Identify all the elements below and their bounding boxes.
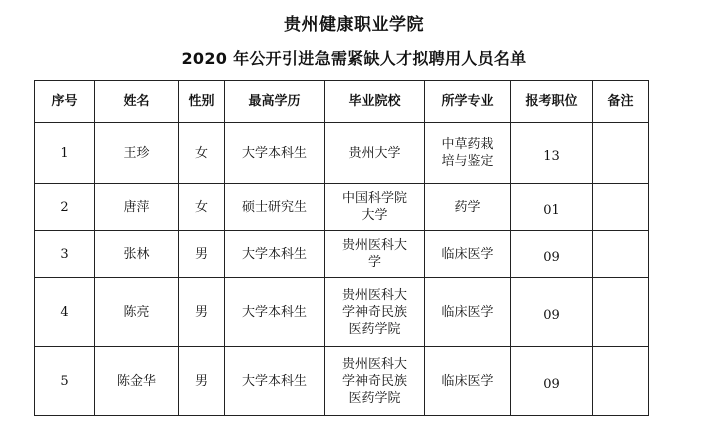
cell-school-line: 学神奇民族 [341,304,407,320]
cell-position: 09 [511,347,593,416]
header-position: 报考职位 [511,81,593,123]
cell-school-line: 医药学院 [348,390,401,406]
cell-note [593,184,649,231]
cell-gender: 女 [179,184,225,231]
cell-no: 5 [35,347,95,416]
cell-major-line: 临床医学 [441,246,494,262]
header-no: 序号 [35,81,95,123]
cell-note [593,347,649,416]
cell-name: 王珍 [95,123,179,184]
cell-major [425,184,511,231]
header-major: 所学专业 [425,81,511,123]
cell-note [593,278,649,347]
cell-major-line: 培与鉴定 [441,154,494,169]
cell-degree: 大学本科生 [225,231,325,278]
cell-school-line: 大学 [361,208,388,223]
cell-major-line: 临床医学 [441,373,494,389]
header-note: 备注 [593,81,649,123]
cell-school-line: 学神奇民族 [341,373,407,389]
cell-note [593,231,649,278]
cell-major [425,231,511,278]
cell-major-line: 临床医学 [441,304,494,320]
cell-gender: 男 [179,347,225,416]
document-subtitle: 2020 年公开引进急需紧缺人才拟聘用人员名单 [181,49,527,68]
candidate-table [34,80,649,416]
cell-position: 01 [511,184,593,231]
cell-no: 4 [35,278,95,347]
cell-major-line: 中草药栽 [441,137,494,152]
cell-no: 3 [35,231,95,278]
cell-degree: 大学本科生 [225,278,325,347]
cell-gender: 男 [179,231,225,278]
cell-major [425,123,511,184]
table-row [35,347,649,416]
cell-name: 陈亮 [95,278,179,347]
cell-school [325,278,425,347]
cell-major [425,347,511,416]
cell-major-line: 药学 [454,199,481,215]
cell-no: 2 [35,184,95,231]
cell-school-line: 贵州医科大 [341,238,407,253]
table-row [35,184,649,231]
cell-degree: 硕士研究生 [225,184,325,231]
cell-degree: 大学本科生 [225,347,325,416]
cell-note [593,123,649,184]
header-name: 姓名 [95,81,179,123]
cell-school-line: 医药学院 [348,321,401,337]
header-degree: 最高学历 [225,81,325,123]
header-gender: 性别 [179,81,225,123]
cell-school-line: 中国科学院 [341,191,407,206]
table-row [35,278,649,347]
cell-name: 唐萍 [95,184,179,231]
cell-school-line: 贵州医科大 [341,287,407,303]
document-title: 贵州健康职业学院 [284,15,424,35]
cell-gender: 男 [179,278,225,347]
cell-name: 张林 [95,231,179,278]
cell-major [425,278,511,347]
cell-name: 陈金华 [95,347,179,416]
cell-position: 13 [511,123,593,184]
cell-position: 09 [511,278,593,347]
cell-school-line: 学 [367,255,381,270]
cell-position: 09 [511,231,593,278]
header-school: 毕业院校 [325,81,425,123]
cell-school [325,123,425,184]
cell-school [325,231,425,278]
table-header-row [35,81,649,123]
cell-degree: 大学本科生 [225,123,325,184]
cell-school [325,347,425,416]
table-row [35,123,649,184]
table-row [35,231,649,278]
cell-gender: 女 [179,123,225,184]
cell-school [325,184,425,231]
cell-school-line: 贵州大学 [348,145,401,161]
cell-school-line: 贵州医科大 [341,356,407,372]
cell-no: 1 [35,123,95,184]
